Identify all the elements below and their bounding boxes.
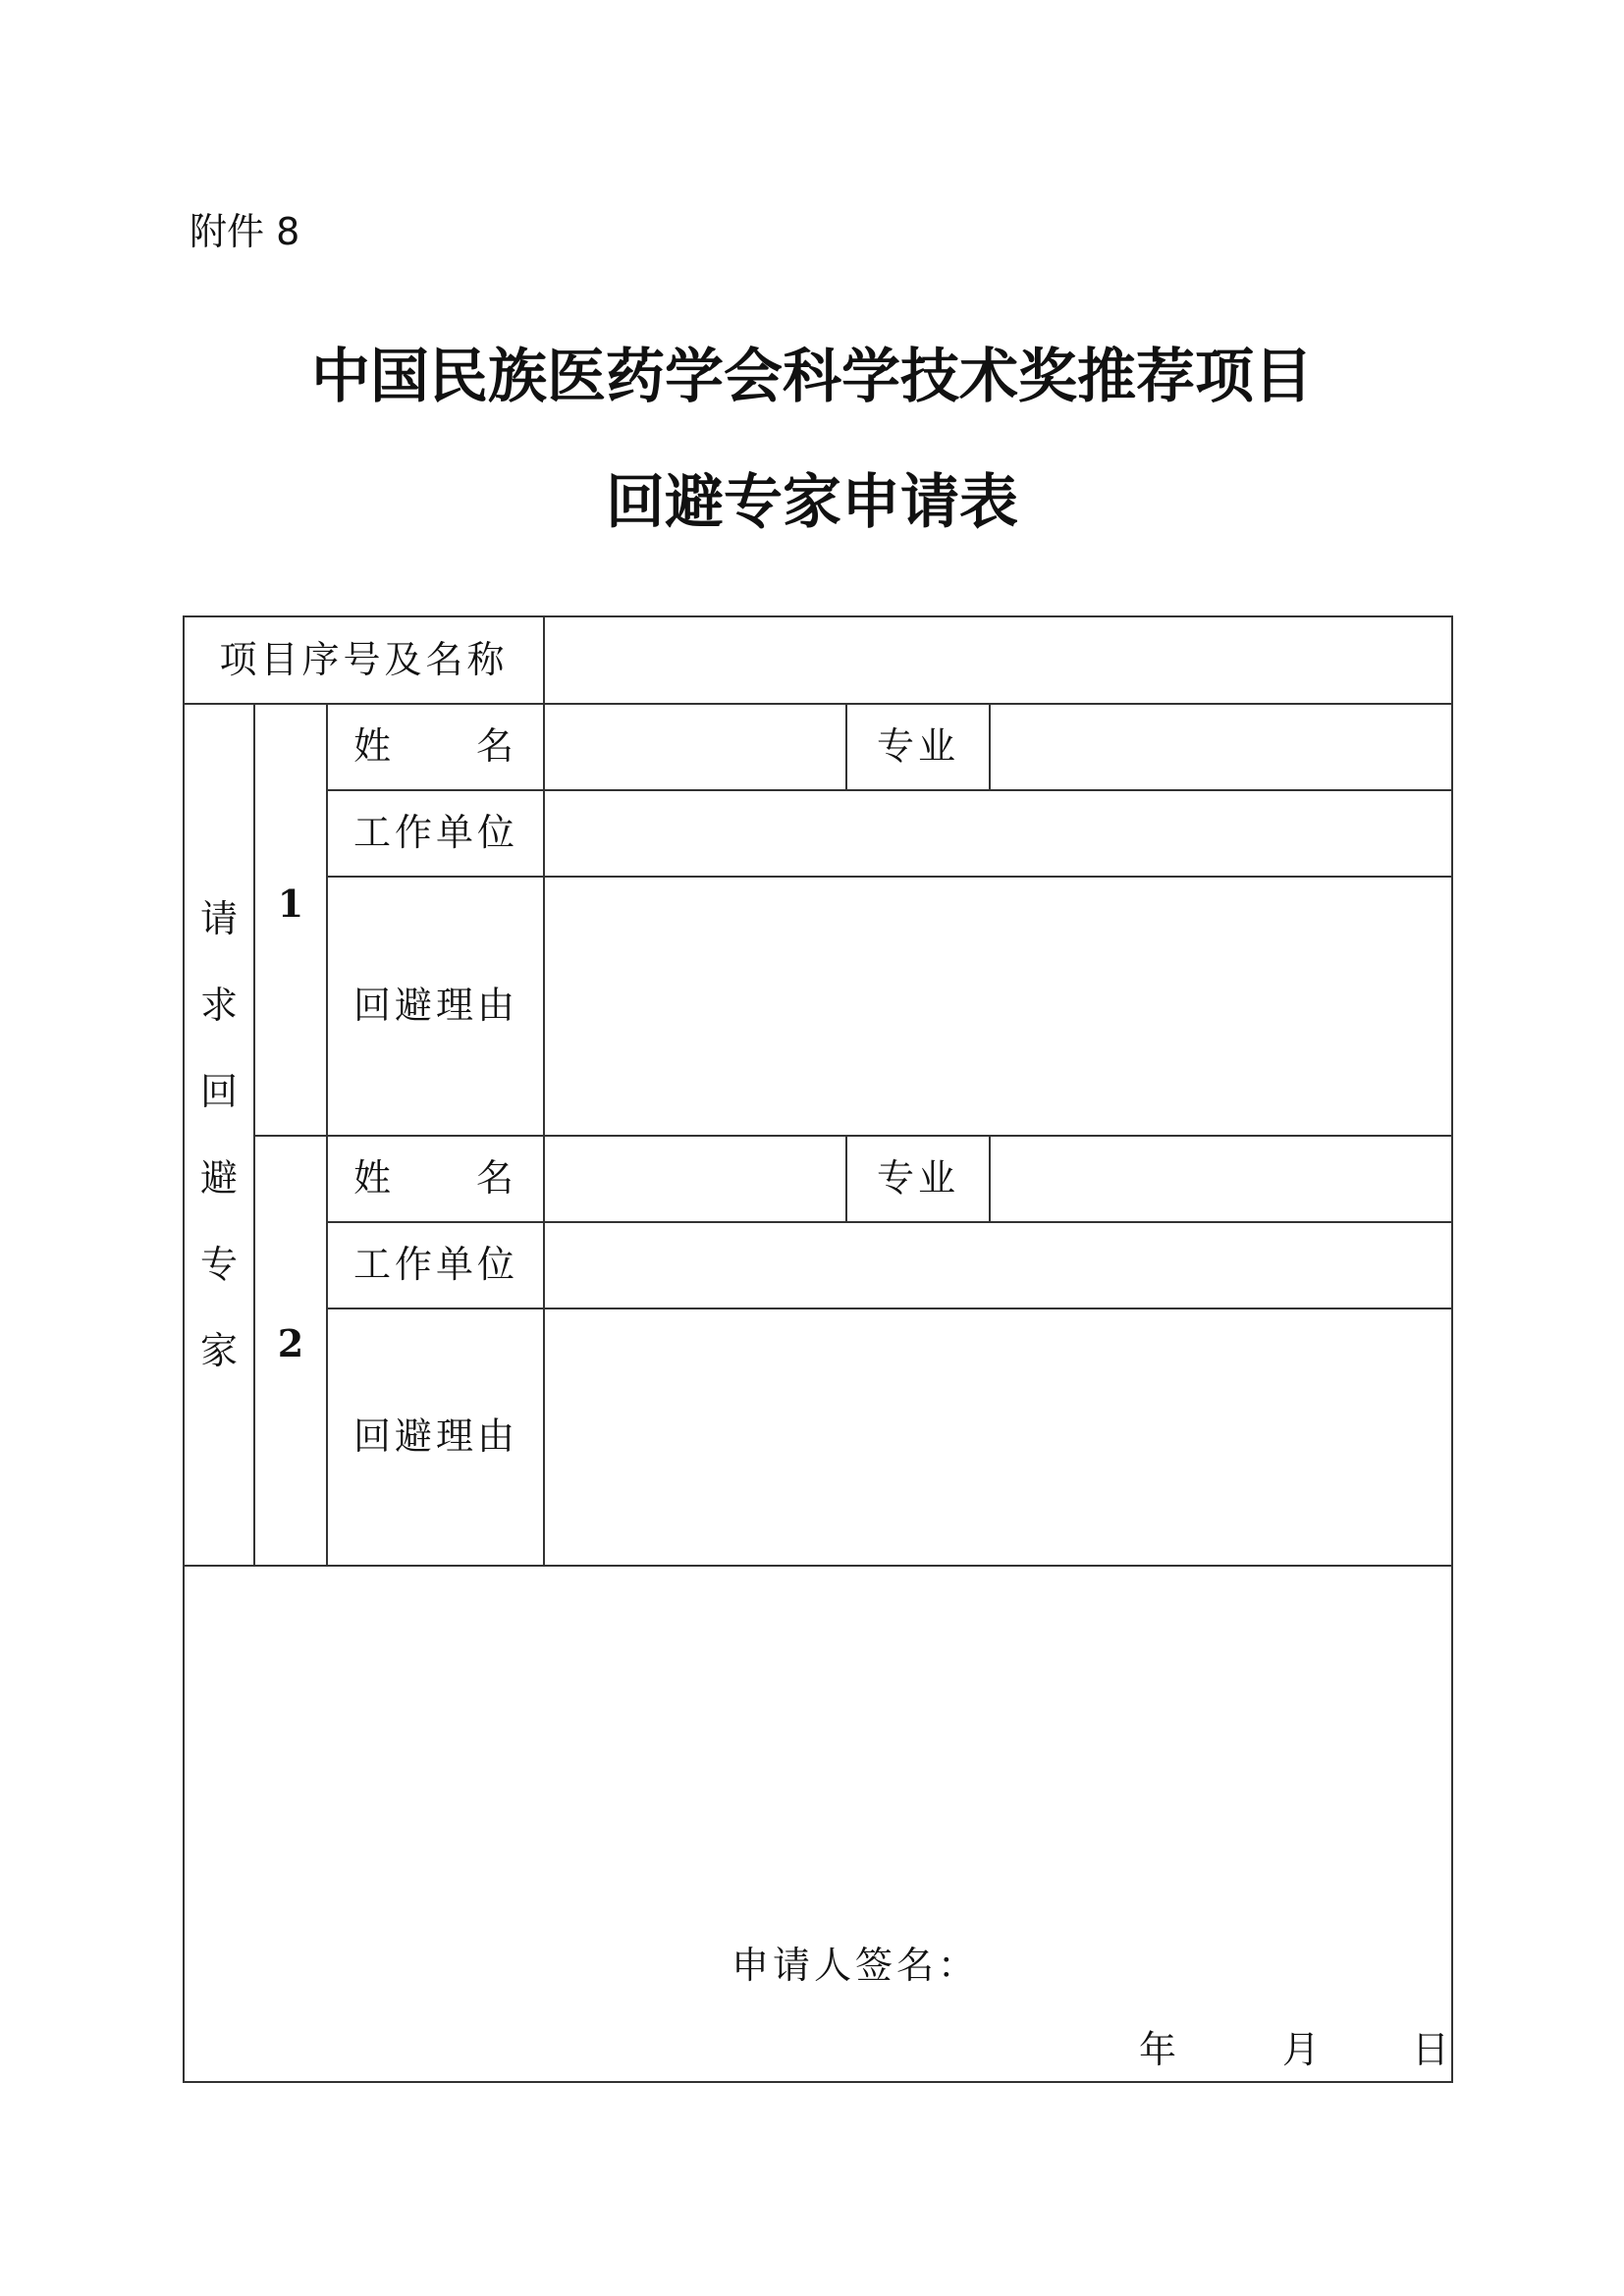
expert-2-reason-row <box>184 1308 1452 1566</box>
expert-1-workplace-field[interactable] <box>544 790 1452 877</box>
expert-1-name-label <box>327 704 544 790</box>
expert-1-reason-label: 回避理由 <box>327 877 544 1136</box>
expert-1-specialty-field[interactable] <box>990 704 1452 790</box>
request-label-char: 专 <box>199 1243 238 1286</box>
date-day-label: 日 <box>1412 2028 1450 2071</box>
name-label-char: 姓 <box>353 1156 396 1201</box>
expert-1-name-row <box>184 704 1452 790</box>
project-label: 项目序号及名称 <box>184 616 544 704</box>
expert-2-workplace-row <box>184 1222 1452 1308</box>
signature-row <box>184 1566 1452 2082</box>
expert-1-reason-row <box>184 877 1452 1136</box>
expert-1-number: 1 <box>254 704 327 1136</box>
expert-1-specialty-label: 专业 <box>846 704 990 790</box>
request-label-char: 避 <box>199 1156 238 1200</box>
expert-2-name-label <box>327 1136 544 1222</box>
expert-1-name-field[interactable] <box>544 704 846 790</box>
request-label-char: 请 <box>199 897 238 940</box>
project-row <box>184 616 1452 704</box>
expert-2-workplace-field[interactable] <box>544 1222 1452 1308</box>
signature-area[interactable] <box>184 1566 1452 2082</box>
request-avoid-expert-label <box>184 704 254 1566</box>
date-year-label: 年 <box>1139 2028 1177 2071</box>
request-label-char: 求 <box>199 984 238 1027</box>
signature-label: 申请人签名： <box>731 1944 980 1987</box>
expert-2-number: 2 <box>254 1136 327 1566</box>
name-label-char: 名 <box>475 724 517 769</box>
expert-1-reason-field[interactable] <box>544 877 1452 1136</box>
expert-2-workplace-label: 工作单位 <box>327 1222 544 1308</box>
expert-1-workplace-label: 工作单位 <box>327 790 544 877</box>
name-label-char: 姓 <box>353 724 396 769</box>
date-month-label: 月 <box>1282 2028 1321 2071</box>
form-title: 中国民族医药学会科学技术奖推荐项目 <box>311 343 1313 411</box>
expert-1-workplace-row <box>184 790 1452 877</box>
expert-2-specialty-label: 专业 <box>846 1136 990 1222</box>
form-subtitle: 回避专家申请表 <box>606 468 1018 537</box>
project-field[interactable] <box>544 616 1452 704</box>
request-label-char: 家 <box>199 1329 238 1372</box>
expert-2-name-row <box>184 1136 1452 1222</box>
name-label-char: 名 <box>475 1156 517 1201</box>
attachment-label: 附件 8 <box>189 210 300 253</box>
expert-2-name-field[interactable] <box>544 1136 846 1222</box>
expert-2-specialty-field[interactable] <box>990 1136 1452 1222</box>
request-label-char: 回 <box>199 1070 238 1113</box>
expert-2-reason-field[interactable] <box>544 1308 1452 1566</box>
application-form-table <box>183 615 1453 2083</box>
expert-2-reason-label: 回避理由 <box>327 1308 544 1566</box>
